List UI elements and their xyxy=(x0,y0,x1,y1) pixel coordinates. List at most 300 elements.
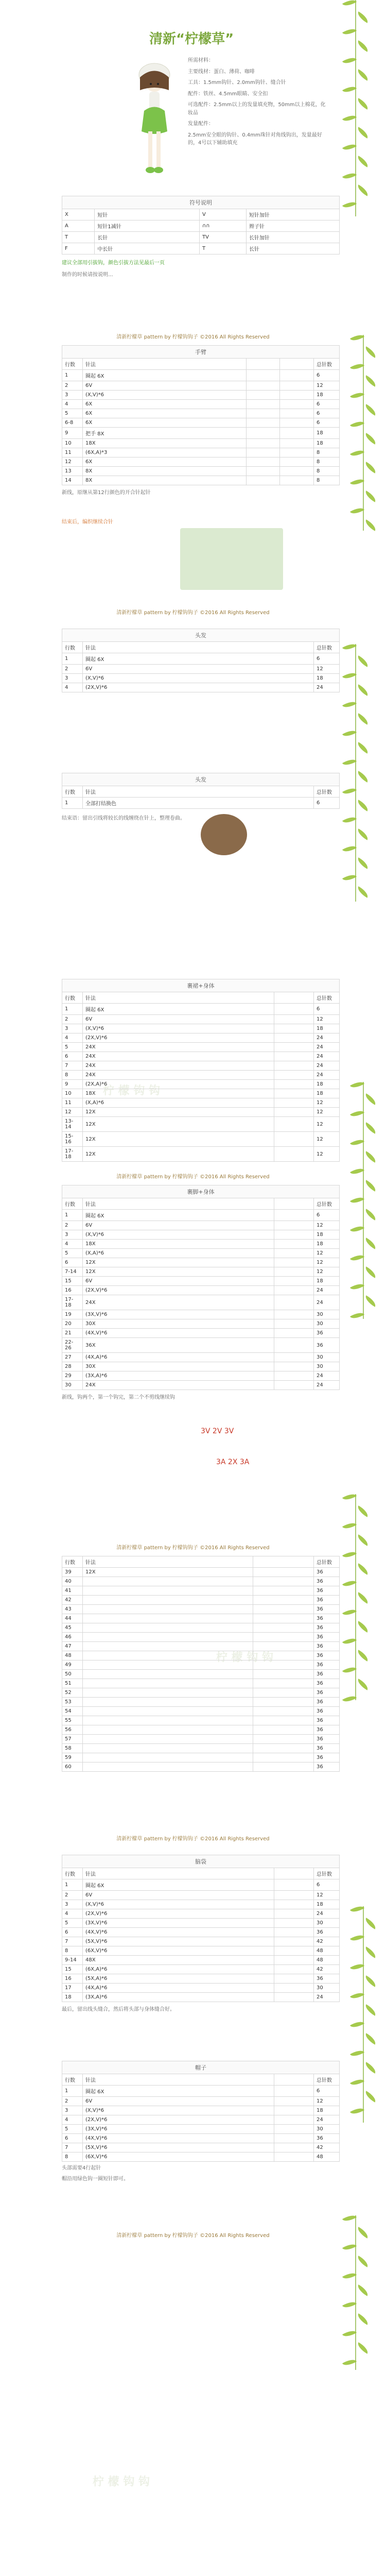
table-cell xyxy=(280,448,314,457)
leaf-decoration xyxy=(342,814,357,826)
table-cell: 6V xyxy=(83,665,314,674)
table-cell xyxy=(253,1725,314,1735)
leaf-decoration xyxy=(350,361,364,372)
table-cell: 圈起 6X xyxy=(83,370,247,381)
table-cell: 6V xyxy=(83,2097,274,2106)
table-cell: 6 xyxy=(314,409,340,418)
leaf-decoration xyxy=(363,404,378,416)
table-cell: 16 xyxy=(62,1974,83,1984)
table-cell: 18X xyxy=(83,1089,274,1098)
leaf-decoration xyxy=(342,872,357,884)
leaf-decoration xyxy=(356,742,370,754)
material-line: 配件：铁丝、4.5mm眼睛、安全扣 xyxy=(188,91,268,97)
table-header-cell: 针法 xyxy=(83,786,314,798)
table-row xyxy=(62,1210,340,1221)
leaf-decoration xyxy=(363,490,378,502)
table-header-cell xyxy=(274,1198,314,1210)
table-cell: 59 xyxy=(62,1753,83,1762)
table-cell: 6 xyxy=(314,400,340,409)
leaf-decoration xyxy=(342,2241,357,2253)
table-cell xyxy=(83,1633,253,1642)
table-header-cell: 针法 xyxy=(83,992,274,1004)
table-cell: 36 xyxy=(314,1568,340,1577)
table-row xyxy=(62,674,340,683)
table-cell: (3X,V)*6 xyxy=(83,1310,274,1319)
table-row xyxy=(62,1735,340,1744)
table-cell xyxy=(253,1623,314,1633)
table-cell: 12X xyxy=(83,1117,274,1132)
table-cell: 8 xyxy=(314,476,340,485)
table-header-row xyxy=(62,992,340,1004)
table-row xyxy=(62,2125,340,2134)
leaf-decoration xyxy=(356,655,370,667)
symbols-section xyxy=(62,196,340,279)
body-table xyxy=(62,979,340,1162)
leaf-decoration xyxy=(363,2062,378,2074)
leaf-decoration xyxy=(342,641,357,653)
table-cell xyxy=(247,448,280,457)
watermark: 柠 檬 钩 钩 xyxy=(93,2476,150,2488)
table-header-row xyxy=(62,642,340,653)
table-row xyxy=(62,232,340,243)
table-row xyxy=(62,1240,340,1249)
leaf-decoration xyxy=(342,83,357,95)
leg-table xyxy=(62,1185,340,1390)
table-cell: 1 xyxy=(62,1879,83,1891)
table-cell: 44 xyxy=(62,1614,83,1623)
table-cell: 12 xyxy=(314,2097,340,2106)
table-cell: (6X,A)*6 xyxy=(83,1965,274,1974)
table-row xyxy=(62,1108,340,1117)
table-cell: 55 xyxy=(62,1716,83,1725)
table-cell: 8 xyxy=(314,457,340,467)
table-cell: 24 xyxy=(314,1286,340,1295)
table-cell: 27 xyxy=(62,1353,83,1362)
table-row xyxy=(62,439,340,448)
table-cell: 45 xyxy=(62,1623,83,1633)
table-cell: 6-8 xyxy=(62,418,83,428)
table-row xyxy=(62,2134,340,2143)
vine-decoration xyxy=(363,1082,364,1319)
table-cell: 7 xyxy=(62,1061,83,1071)
table-cell xyxy=(274,1900,314,1909)
leaf-decoration xyxy=(356,828,370,840)
table-cell xyxy=(83,1716,253,1725)
table-cell: 29 xyxy=(62,1371,83,1381)
leaf-decoration xyxy=(350,2105,364,2117)
table-cell: (2X,V)*6 xyxy=(83,1033,274,1043)
table-row xyxy=(62,1974,340,1984)
table-cell: 46 xyxy=(62,1633,83,1642)
table-cell: 24 xyxy=(314,1381,340,1390)
arm-caption: 手臂 xyxy=(62,345,340,358)
table-cell: 6X xyxy=(83,400,247,409)
symbols-caption: 符号说明 xyxy=(62,196,340,209)
table-cell xyxy=(83,1670,253,1679)
table-header-cell: 针法 xyxy=(83,2074,274,2086)
leaf-decoration xyxy=(350,2019,364,2030)
table-cell: 36 xyxy=(314,1679,340,1688)
head-section xyxy=(62,1855,340,2014)
table-row xyxy=(62,1937,340,1946)
table-row xyxy=(62,1879,340,1891)
table-cell: 6 xyxy=(314,2086,340,2097)
table-cell xyxy=(253,1744,314,1753)
table-cell: 58 xyxy=(62,1744,83,1753)
leaf-decoration xyxy=(350,1310,364,1321)
table-row xyxy=(62,1919,340,1928)
material-line: 2.5mm安全眼的钩针、0.4mm珠针对角线钩出，发量最好的，4号以下辅助填充 xyxy=(188,132,322,146)
table-header-cell: 针法 xyxy=(83,642,314,653)
table-cell xyxy=(274,1267,314,1277)
copyright-1: 清新柠檬草 pattern by 柠檬钩钩子 ©2016 All Rights Reserved xyxy=(116,334,270,340)
leaf-decoration xyxy=(356,156,370,167)
table-cell xyxy=(83,1698,253,1707)
table-cell: 36 xyxy=(314,1651,340,1660)
table-cell: 30 xyxy=(314,1353,340,1362)
table-cell: 6V xyxy=(83,381,247,391)
leaf-decoration xyxy=(363,1918,378,1929)
table-row xyxy=(62,1698,340,1707)
table-row xyxy=(62,2086,340,2097)
table-cell xyxy=(83,1586,253,1596)
table-cell: 7 xyxy=(62,2143,83,2153)
table-row xyxy=(62,1586,340,1596)
table-cell: 圈起 6X xyxy=(83,2086,274,2097)
leaf-decoration xyxy=(363,1180,378,1192)
table-cell: 15-16 xyxy=(62,1132,83,1147)
material-line: 工具：1.5mm钩针、2.0mm钩针、缝合针 xyxy=(188,80,286,86)
table-cell: 30 xyxy=(314,1919,340,1928)
table-cell xyxy=(274,1249,314,1258)
table-cell xyxy=(247,409,280,418)
table-cell: 36 xyxy=(314,1928,340,1937)
table-cell: 42 xyxy=(314,2143,340,2153)
table-cell xyxy=(274,1258,314,1267)
table-cell: 12 xyxy=(314,1267,340,1277)
table-cell xyxy=(274,1132,314,1147)
leaf-decoration xyxy=(363,1122,378,1134)
leaf-decoration xyxy=(363,375,378,387)
table-cell: 36 xyxy=(314,1633,340,1642)
table-header-cell xyxy=(274,2074,314,2086)
head-caption: 脑袋 xyxy=(62,1855,340,1868)
table-cell: F xyxy=(62,243,95,255)
table-cell xyxy=(274,1230,314,1240)
table-cell xyxy=(274,1909,314,1919)
leaf-decoration xyxy=(363,2033,378,2045)
table-cell: (X,V)*6 xyxy=(83,391,247,400)
table-header-cell: 总针数 xyxy=(314,992,340,1004)
table-header-cell: 针法 xyxy=(83,1868,274,1879)
table-cell: 13-14 xyxy=(62,1117,83,1132)
leaf-decoration xyxy=(356,1563,370,1575)
table-row xyxy=(62,409,340,418)
table-cell: 全部打结换色 xyxy=(83,798,314,809)
table-cell: 53 xyxy=(62,1698,83,1707)
body-caption: 裹裙+身体 xyxy=(62,979,340,992)
table-cell: 10 xyxy=(62,1089,83,1098)
table-row xyxy=(62,1024,340,1033)
table-cell xyxy=(247,467,280,476)
table-row xyxy=(62,1707,340,1716)
table-cell: 3 xyxy=(62,1230,83,1240)
table-cell xyxy=(274,2143,314,2153)
table-row xyxy=(62,1043,340,1052)
table-header-cell: 针法 xyxy=(83,359,247,370)
table-row xyxy=(62,1004,340,1015)
table-cell xyxy=(274,1071,314,1080)
table-row xyxy=(62,243,340,255)
table-cell: T xyxy=(62,232,95,243)
leg-section xyxy=(62,1185,340,1466)
table-row xyxy=(62,798,340,809)
table-row xyxy=(62,683,340,692)
table-header-cell: 行数 xyxy=(62,1556,83,1568)
table-cell: 30 xyxy=(314,2125,340,2134)
leaf-decoration xyxy=(356,2313,370,2325)
table-cell: 36 xyxy=(314,1698,340,1707)
table-cell xyxy=(253,1577,314,1586)
leaf-decoration xyxy=(342,170,357,182)
copyright-5: 清新柠檬草 pattern by 柠檬钩钩子 ©2016 All Rights Reserved xyxy=(116,1836,270,1842)
table-cell: 18 xyxy=(314,439,340,448)
table-cell: 6X xyxy=(83,418,247,428)
table-cell xyxy=(274,1353,314,1362)
table-cell: 15 xyxy=(62,1277,83,1286)
table-cell xyxy=(247,439,280,448)
table-cell: 42 xyxy=(62,1596,83,1605)
table-cell: (X,A)*6 xyxy=(83,1249,274,1258)
table-header-row xyxy=(62,1556,340,1568)
table-cell: 短针1减针 xyxy=(95,221,200,232)
table-cell: 12 xyxy=(314,1108,340,1117)
table-cell: 36 xyxy=(314,1596,340,1605)
leaf-decoration xyxy=(356,1679,370,1690)
table-cell xyxy=(274,1089,314,1098)
arm-note-orange: 结束后，编织继续合针 xyxy=(62,519,113,525)
table-cell: 30 xyxy=(62,1381,83,1390)
table-cell: 长针 xyxy=(95,232,200,243)
leaf-decoration xyxy=(342,756,357,768)
table-header-cell xyxy=(247,359,280,370)
table-row xyxy=(62,1098,340,1108)
leaf-decoration xyxy=(342,0,357,9)
table-cell: (5X,V)*6 xyxy=(83,1937,274,1946)
table-cell: 24 xyxy=(314,1909,340,1919)
table-cell: 6 xyxy=(314,1210,340,1221)
table-cell: 6 xyxy=(314,798,340,809)
table-cell xyxy=(274,1080,314,1089)
table-cell: 52 xyxy=(62,1688,83,1698)
table-cell xyxy=(253,1762,314,1772)
leaf-decoration xyxy=(356,11,370,23)
table-cell: 6X xyxy=(83,457,247,467)
table-cell xyxy=(274,1240,314,1249)
table-cell: 6V xyxy=(83,1015,274,1024)
table-cell: 36 xyxy=(314,1586,340,1596)
table-cell: 24 xyxy=(314,1071,340,1080)
table-row xyxy=(62,1295,340,1310)
table-cell: X xyxy=(62,209,95,221)
table-cell xyxy=(83,1596,253,1605)
table-cell: (5X,A)*6 xyxy=(83,1974,274,1984)
table-cell: 3 xyxy=(62,2106,83,2115)
table-cell: 17-18 xyxy=(62,1295,83,1310)
table-cell: 2 xyxy=(62,2097,83,2106)
hat-section xyxy=(62,2061,340,2183)
table-header-cell: 总针数 xyxy=(314,1198,340,1210)
leaf-decoration xyxy=(342,2270,357,2282)
table-cell: 1 xyxy=(62,1210,83,1221)
table-cell: 60 xyxy=(62,1762,83,1772)
table-row xyxy=(62,418,340,428)
table-cell: 7-14 xyxy=(62,1267,83,1277)
copyright-6: 清新柠檬草 pattern by 柠檬钩钩子 ©2016 All Rights Reserved xyxy=(116,2233,270,2239)
table-cell: 18 xyxy=(314,1080,340,1089)
leaf-decoration xyxy=(342,26,357,38)
leaf-decoration xyxy=(342,199,357,211)
table-cell: 2 xyxy=(62,1221,83,1230)
leaf-decoration xyxy=(342,1578,357,1589)
table-cell xyxy=(83,1725,253,1735)
table-header-cell: 总针数 xyxy=(314,642,340,653)
table-cell xyxy=(253,1568,314,1577)
vine-decoration xyxy=(355,2215,356,2370)
table-cell: 36 xyxy=(314,1974,340,1984)
leaf-decoration xyxy=(350,1252,364,1264)
table-cell: 28 xyxy=(62,1362,83,1371)
leaf-decoration xyxy=(350,389,364,401)
table-header-cell: 行数 xyxy=(62,1868,83,1879)
leaf-decoration xyxy=(342,2328,357,2340)
table-cell: 12X xyxy=(83,1132,274,1147)
table-cell xyxy=(274,1210,314,1221)
table-row xyxy=(62,1753,340,1762)
table-row xyxy=(62,400,340,409)
table-cell: 36 xyxy=(314,1338,340,1353)
table-cell xyxy=(253,1642,314,1651)
table-cell xyxy=(253,1614,314,1623)
table-cell: 11 xyxy=(62,448,83,457)
table-cell: 42 xyxy=(314,1965,340,1974)
table-cell: 圈起 6X xyxy=(83,653,314,665)
table-cell: 36 xyxy=(314,1753,340,1762)
table-cell: (6X,V)*6 xyxy=(83,1946,274,1956)
table-cell: A xyxy=(62,221,95,232)
table-cell: 36 xyxy=(314,1762,340,1772)
copyright-4: 清新柠檬草 pattern by 柠檬钩钩子 ©2016 All Rights Reserved xyxy=(116,1545,270,1551)
table-row xyxy=(62,2106,340,2115)
vine-decoration xyxy=(355,644,356,902)
table-cell: (4X,A)*6 xyxy=(83,1984,274,1993)
leaf-decoration xyxy=(363,1238,378,1249)
table-cell: 6 xyxy=(62,2134,83,2143)
leaf-decoration xyxy=(342,699,357,710)
table-cell xyxy=(253,1586,314,1596)
table-cell: 圈起 6X xyxy=(83,1210,274,1221)
table-cell: 2 xyxy=(62,1015,83,1024)
leaf-decoration xyxy=(356,684,370,696)
table-cell: (3X,A)*6 xyxy=(83,1371,274,1381)
table-row xyxy=(62,1286,340,1295)
table-cell: 13 xyxy=(62,467,83,476)
leaf-decoration xyxy=(356,2256,370,2267)
table-cell xyxy=(274,1033,314,1043)
leaf-decoration xyxy=(342,727,357,739)
table-row xyxy=(62,1605,340,1614)
table-cell: 圈起 6X xyxy=(83,1879,274,1891)
table-cell xyxy=(253,1670,314,1679)
table-cell: T xyxy=(199,243,246,255)
table-row xyxy=(62,1956,340,1965)
table-header-cell: 总针数 xyxy=(314,786,340,798)
table-cell: 40 xyxy=(62,1577,83,1586)
table-cell: 41 xyxy=(62,1586,83,1596)
table-header-cell: 总针数 xyxy=(314,1556,340,1568)
table-cell: 10 xyxy=(62,439,83,448)
table-header-cell: 行数 xyxy=(62,642,83,653)
leaf-decoration xyxy=(363,2004,378,2016)
table-cell xyxy=(274,1024,314,1033)
table-cell: 18 xyxy=(314,1277,340,1286)
table-row xyxy=(62,2115,340,2125)
table-row xyxy=(62,1633,340,1642)
table-header-cell xyxy=(253,1556,314,1568)
table-cell xyxy=(83,1605,253,1614)
material-line: 所需材料： xyxy=(188,58,214,63)
table-cell: 5 xyxy=(62,1919,83,1928)
table-cell: (2X,A)*6 xyxy=(83,1080,274,1089)
table-row xyxy=(62,1033,340,1043)
arm-section xyxy=(62,345,340,527)
leaf-decoration xyxy=(350,1990,364,2002)
table-cell xyxy=(83,1623,253,1633)
table-cell: 6 xyxy=(62,1928,83,1937)
hair-caption: 头发 xyxy=(62,629,340,641)
table-cell xyxy=(83,1744,253,1753)
hat-note: 帽沿用绿色钩一圈短针即可。 xyxy=(62,2176,129,2182)
table-row xyxy=(62,1596,340,1605)
table-header-cell: 行数 xyxy=(62,2074,83,2086)
table-cell xyxy=(274,1937,314,1946)
table-header-cell xyxy=(274,992,314,1004)
table-cell: 12 xyxy=(314,1221,340,1230)
table-cell: 36 xyxy=(314,1660,340,1670)
table-cell: 5 xyxy=(62,1043,83,1052)
table-cell: 6 xyxy=(314,1004,340,1015)
table-cell: 12 xyxy=(62,457,83,467)
table-cell: 51 xyxy=(62,1679,83,1688)
table-header-cell: 总针数 xyxy=(314,1868,340,1879)
table-cell: 36 xyxy=(314,1725,340,1735)
table-cell xyxy=(253,1735,314,1744)
watermark: 柠 檬 钩 钩 xyxy=(103,1084,160,1097)
table-cell xyxy=(280,457,314,467)
leaf-decoration xyxy=(356,98,370,110)
table-row xyxy=(62,1052,340,1061)
table-cell: 47 xyxy=(62,1642,83,1651)
table-cell: 6X xyxy=(83,409,247,418)
table-cell xyxy=(83,1688,253,1698)
arm-note-red: 新线，原继从第12行颜色的开合针起针 xyxy=(62,490,151,496)
table-cell: 1 xyxy=(62,798,83,809)
leaf-decoration xyxy=(356,2284,370,2296)
table-cell: 4 xyxy=(62,1033,83,1043)
table-cell: 18 xyxy=(314,1240,340,1249)
table-cell: (3X,A)*6 xyxy=(83,1993,274,2002)
body2-section xyxy=(62,1556,340,1772)
